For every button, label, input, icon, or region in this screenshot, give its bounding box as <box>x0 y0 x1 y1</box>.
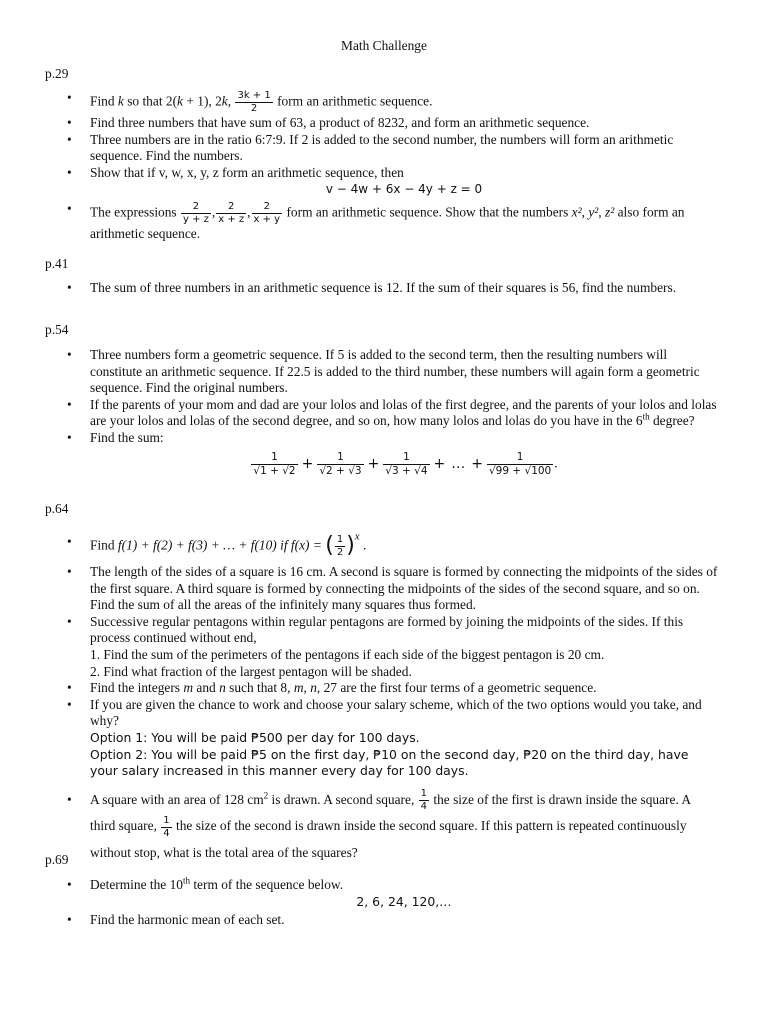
problem-item: • Three numbers are in the ratio 6:7:9. If 2 is added to the second number, the numbers will form an arithmetic sequence. Find the numbers. <box>0 132 768 165</box>
section-label-p69: p.69 <box>45 852 69 867</box>
fraction: $\frac{1}{√1 + √2}$ <box>253 450 296 477</box>
fraction: $\frac{1}{4}$ <box>420 788 428 813</box>
option-1: Option 1: You will be paid ₱500 per day for 100 days. <box>90 729 420 745</box>
problem-list-p69 <box>0 877 768 929</box>
problem-item: • Find the harmonic mean of each set. <box>0 912 768 929</box>
problem-item: • The sum of three numbers in an arithmetic sequence is 12. If the sum of their squares is 56, find the numbers. <box>0 280 768 297</box>
option-2: Option 2: You will be paid ₱5 on the first day, ₱10 on the second day, ₱20 on the third day, have your salary increased in this manner every day for 100 days. <box>90 746 689 779</box>
fraction: $\frac{1}{√99 + √100}$ <box>488 450 552 477</box>
problem-item: • Determine the 10th term of the sequence below. 2, 6, 24, 120,… <box>0 877 768 910</box>
problem-item: • If the parents of your mom and dad are your lolos and lolas of the first degree, and the parents of your lolos and lolas are your lolos and lolas of the second degree, and so on, how many lolos and lolas do you have in the 6th degree? <box>0 397 768 430</box>
problem-item: • Find f(1) + f(2) + f(3) + … + f(10) if f(x) = ( $\frac{1}{2}$ )$^x$ . <box>0 534 768 559</box>
fraction: $\frac{1}{√2 + √3}$ <box>319 450 362 477</box>
problem-item: • If you are given the chance to work and choose your salary scheme, which of the two options would you take, and why? Option 1: You will be paid ₱500 per day for 100 days. Option 2: You will be paid ₱5 on the first day, ₱10 on the second day, ₱20 on the third day, have your salary increased in this manner every day for 100 days. <box>0 697 768 780</box>
problem-item: • Three numbers form a geometric sequence. If 5 is added to the second term, then the resulting numbers will constitute an arithmetic sequence. If 22.5 is added to the third number, these numbers will again form a geometric sequence. Find the original numbers. <box>0 347 768 397</box>
section-label-p29: p.29 <box>45 66 69 81</box>
problem-item: • Show that if v, w, x, y, z form an arithmetic sequence, then v − 4w + 6x − 4y + z = 0 <box>0 165 768 198</box>
fraction: $\frac{1}{2}$ <box>336 534 344 558</box>
fraction: $\frac{2}{x + y}$ <box>253 200 281 225</box>
fraction: $\frac{3k + 1}{2}$ <box>237 90 271 114</box>
section-label-p54: p.54 <box>45 322 69 337</box>
problem-item: • Find the sum: $\frac{1}{√1 + √2}$ + $\frac{1}{√2 + √3}$ + $\frac{1}{√3 + √4}$ + … + $\frac{1}{√99 + √100}$ . <box>0 430 768 478</box>
problem-item: • The expressions $\frac{2}{y + z}$ , $\frac{2}{x + z}$ , $\frac{2}{x + y}$ form an arithmetic sequence. Show that the numbers x², y², z² also form an arithmetic sequence. <box>0 201 768 243</box>
sequence: 2, 6, 24, 120,… <box>356 893 452 909</box>
fraction: $\frac{2}{y + z}$ <box>183 200 209 225</box>
fraction: $\frac{2}{x + z}$ <box>218 200 245 225</box>
problem-item: • Find three numbers that have sum of 63, a product of 8232, and form an arithmetic sequence. <box>0 115 768 132</box>
equation: v − 4w + 6x − 4y + z = 0 <box>325 182 483 197</box>
section-label-p64: p.64 <box>45 501 69 516</box>
problem-list-p41 <box>0 280 768 297</box>
problem-item: • Successive regular pentagons within regular pentagons are formed by joining the midpoints of the sides. If this process continued without end, 1. Find the sum of the perimeters of the pentagons if each side of the biggest pentagon is 20 cm. 2. Find what fraction of the largest pentagon will be shaded. <box>0 614 768 680</box>
problem-item: • Find k so that 2(k + 1), 2k, $\frac{3k + 1}{2}$ form an arithmetic sequence. <box>0 90 768 115</box>
section-label-p41: p.41 <box>45 256 69 271</box>
problem-list-p29 <box>0 90 768 243</box>
fraction: $\frac{1}{√3 + √4}$ <box>385 450 428 477</box>
sum-expression: $\frac{1}{√1 + √2}$ + $\frac{1}{√2 + √3}$ + $\frac{1}{√3 + √4}$ + … + $\frac{1}{√99 + √100}$ . <box>253 450 558 477</box>
problem-item: • The length of the sides of a square is 16 cm. A second is square is formed by connecting the midpoints of the sides of the first square. A third square is formed by connecting the midpoints of the sides of the second square, and so on. Find the sum of all the areas of the infinitely many squares thus formed. <box>0 564 768 614</box>
problem-list-p54 <box>0 347 768 478</box>
page-title: Math Challenge <box>341 38 427 53</box>
problem-list-p64 <box>0 530 768 866</box>
problem-item: • Find the integers m and n such that 8, m, n, 27 are the first four terms of a geometric sequence. <box>0 680 768 697</box>
fraction: $\frac{1}{4}$ <box>163 814 170 839</box>
problem-item: • A square with an area of 128 $cm^2$ is drawn. A second square, $\frac{1}{4}$ the size of the first is drawn inside the square. A third square, $\frac{1}{4}$ the size of the second is drawn inside the second square. If this pattern is repeated continuously without stop, what is the total area of the squares? <box>0 787 768 866</box>
